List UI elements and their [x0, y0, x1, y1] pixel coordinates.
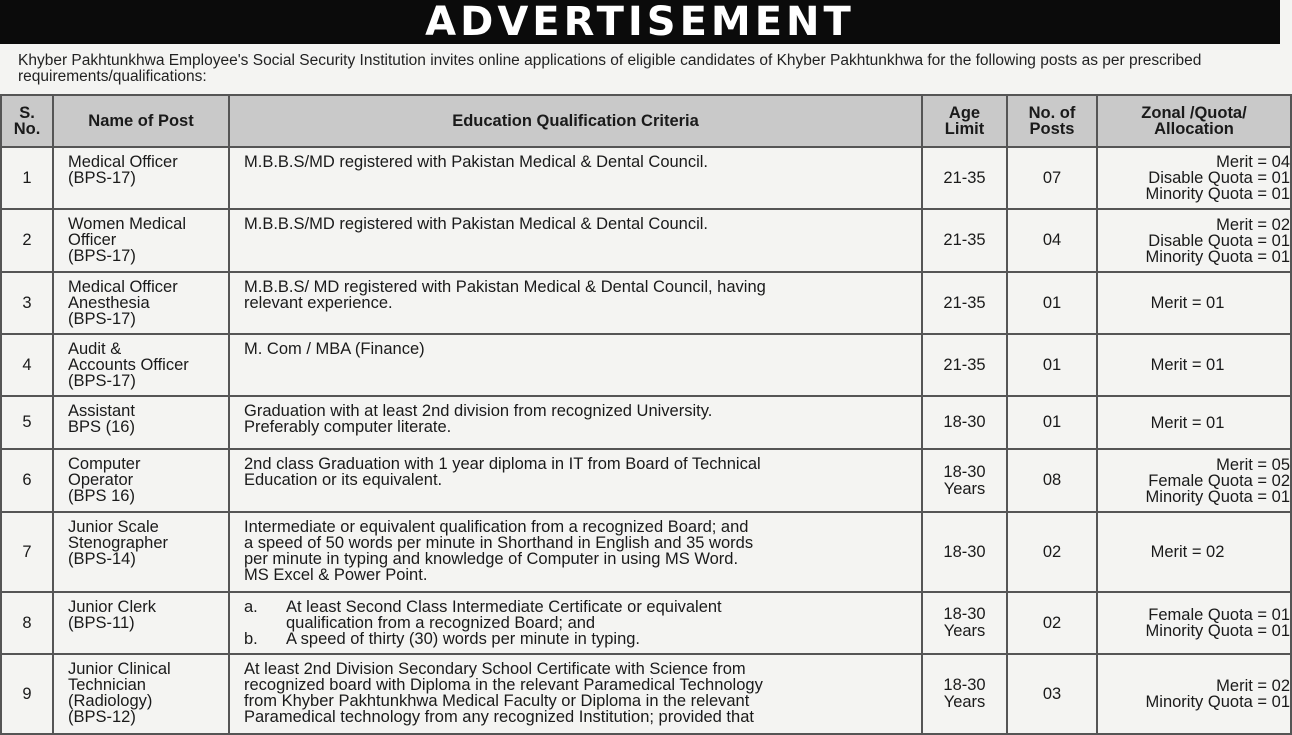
serial-number: 5	[1, 396, 53, 449]
criteria-line: Preferably computer literate.	[244, 418, 452, 436]
header-post: Name of Post	[53, 95, 229, 147]
post-name-cell	[53, 592, 229, 654]
serial-number: 8	[1, 592, 53, 654]
table-row	[1, 592, 1291, 654]
criteria-line: from Khyber Pakhtunkhwa Medical Faculty or Diploma in the relevant	[244, 692, 750, 710]
zonal-quota-cell	[1097, 334, 1291, 396]
criteria-line: At least 2nd Division Secondary School Certificate with Science from	[244, 660, 746, 678]
serial-number: 7	[1, 512, 53, 592]
number-of-posts: 01	[1007, 334, 1097, 396]
age-limit-line: 18-30	[943, 462, 986, 481]
age-limit-line: 18-30	[943, 676, 986, 694]
age-limit-line: 21-35	[943, 168, 986, 187]
number-of-posts: 01	[1007, 272, 1097, 334]
post-name-line: Medical Officer	[68, 278, 178, 296]
education-criteria-cell	[229, 272, 922, 334]
quota-line: Merit = 01	[1150, 413, 1225, 432]
post-name-line: (BPS-17)	[68, 310, 136, 328]
posts-table	[0, 94, 1292, 735]
criteria-line: per minute in typing and knowledge of Computer in using MS Word.	[244, 550, 739, 568]
post-name-line: Junior Scale	[68, 518, 159, 536]
age-limit-cell	[922, 334, 1007, 396]
zonal-quota-cell	[1097, 654, 1291, 734]
post-name-line: Anesthesia	[68, 294, 150, 312]
table-row	[1, 654, 1291, 734]
serial-number: 2	[1, 209, 53, 272]
age-limit-line: Years	[943, 693, 986, 711]
age-limit-cell	[922, 592, 1007, 654]
criteria-line: A speed of thirty (30) words per minute in typing.	[286, 630, 641, 648]
table-row	[1, 147, 1291, 209]
criteria-line: Graduation with at least 2nd division from recognized University.	[244, 402, 713, 420]
criteria-list-item	[244, 599, 911, 631]
post-name-cell	[53, 334, 229, 396]
post-name-line: Junior Clerk	[68, 598, 157, 616]
post-name-line: (BPS-17)	[68, 247, 136, 265]
criteria-line: Intermediate or equivalent qualification from a recognized Board; and	[244, 518, 749, 536]
post-name-line: Medical Officer	[68, 153, 178, 171]
quota-line: Disable Quota = 01	[1148, 231, 1290, 250]
post-name-line: Audit &	[68, 340, 122, 358]
post-name-line: (BPS-14)	[68, 550, 136, 568]
number-of-posts: 04	[1007, 209, 1097, 272]
number-of-posts: 07	[1007, 147, 1097, 209]
quota-line: Merit = 02	[1216, 677, 1290, 695]
post-name-line: (BPS-11)	[68, 614, 135, 632]
quota-line: Female Quota = 02	[1148, 471, 1290, 490]
post-name-line: BPS (16)	[68, 418, 135, 436]
age-limit-line: 18-30	[943, 542, 986, 561]
criteria-line: MS Excel & Power Point.	[244, 566, 428, 584]
number-of-posts: 08	[1007, 449, 1097, 512]
criteria-line: M.B.B.S/MD registered with Pakistan Medical & Dental Council.	[244, 215, 709, 233]
list-marker: b.	[244, 630, 258, 648]
post-name-cell	[53, 209, 229, 272]
table-row	[1, 512, 1291, 592]
post-name-line: Officer	[68, 231, 117, 249]
age-limit-line: 21-35	[943, 231, 986, 249]
education-criteria-cell	[229, 512, 922, 592]
criteria-line: M.B.B.S/ MD registered with Pakistan Medical & Dental Council, having	[244, 278, 766, 296]
criteria-line: recognized board with Diploma in the relevant Paramedical Technology	[244, 676, 763, 694]
criteria-line: Paramedical technology from any recognized Institution; provided that	[244, 708, 754, 726]
serial-number: 1	[1, 147, 53, 209]
quota-line: Merit = 04	[1216, 153, 1290, 171]
zonal-quota-cell	[1097, 592, 1291, 654]
age-limit-cell	[922, 396, 1007, 449]
list-marker: a.	[244, 598, 258, 616]
post-name-line: Technician	[68, 676, 146, 694]
post-name-cell	[53, 449, 229, 512]
education-criteria-cell	[229, 396, 922, 449]
criteria-line: Education or its equivalent.	[244, 471, 443, 489]
criteria-line: relevant experience.	[244, 294, 393, 312]
education-criteria-cell	[229, 449, 922, 512]
intro-paragraph: Khyber Pakhtunkhwa Employee's Social Security Institution invites online applications of eligible candidates of Khyber Pakhtunkhwa for the following posts as per prescribed requirements/qualifications:	[18, 52, 1202, 85]
education-criteria-cell	[229, 592, 922, 654]
number-of-posts: 01	[1007, 396, 1097, 449]
header-age: Age Limit	[922, 95, 1007, 147]
table-header-row	[1, 95, 1291, 147]
post-name-line: Assistant	[68, 402, 135, 420]
education-criteria-cell	[229, 147, 922, 209]
quota-line: Merit = 01	[1150, 294, 1225, 312]
post-name-line: (BPS-17)	[68, 372, 136, 390]
zonal-quota-cell	[1097, 396, 1291, 449]
serial-number: 6	[1, 449, 53, 512]
number-of-posts: 02	[1007, 512, 1097, 592]
advertisement-banner	[0, 0, 1280, 44]
quota-line: Disable Quota = 01	[1148, 169, 1290, 187]
age-limit-line: Years	[943, 479, 986, 498]
age-limit-line: 18-30	[943, 605, 986, 623]
quota-line: Minority Quota = 01	[1145, 185, 1290, 203]
post-name-cell	[53, 512, 229, 592]
zonal-quota-cell	[1097, 147, 1291, 209]
criteria-list-item	[244, 631, 911, 647]
criteria-line: a speed of 50 words per minute in Shorthand in English and 35 words	[244, 534, 754, 552]
post-name-cell	[53, 654, 229, 734]
post-name-line: (Radiology)	[68, 692, 153, 710]
serial-number: 4	[1, 334, 53, 396]
post-name-line: Women Medical	[68, 215, 186, 233]
age-limit-cell	[922, 512, 1007, 592]
quota-line: Minority Quota = 01	[1145, 247, 1290, 266]
post-name-cell	[53, 272, 229, 334]
table-row	[1, 449, 1291, 512]
age-limit-cell	[922, 272, 1007, 334]
serial-number: 3	[1, 272, 53, 334]
post-name-line: Computer	[68, 455, 141, 473]
zonal-quota-cell	[1097, 272, 1291, 334]
quota-line: Merit = 01	[1150, 356, 1225, 374]
table-row	[1, 209, 1291, 272]
criteria-line: qualification from a recognized Board; and	[286, 614, 596, 632]
quota-line: Minority Quota = 01	[1145, 622, 1290, 640]
age-limit-cell	[922, 654, 1007, 734]
table-row	[1, 334, 1291, 396]
quota-line: Female Quota = 01	[1148, 606, 1290, 624]
quota-line: Merit = 02	[1150, 543, 1225, 561]
criteria-line: 2nd class Graduation with 1 year diploma in IT from Board of Technical	[244, 455, 761, 473]
zonal-quota-cell	[1097, 512, 1291, 592]
age-limit-line: 21-35	[943, 293, 986, 312]
number-of-posts: 03	[1007, 654, 1097, 734]
education-criteria-cell	[229, 334, 922, 396]
age-limit-cell	[922, 449, 1007, 512]
post-name-line: (BPS-12)	[68, 708, 136, 726]
age-limit-line: 18-30	[943, 413, 986, 431]
banner-title: ADVERTISEMENT	[425, 0, 855, 45]
criteria-line: M.B.B.S/MD registered with Pakistan Medical & Dental Council.	[244, 153, 709, 171]
post-name-line: Junior Clinical	[68, 660, 171, 678]
quota-line: Merit = 02	[1216, 215, 1290, 234]
criteria-line: M. Com / MBA (Finance)	[244, 340, 425, 358]
age-limit-line: 21-35	[943, 355, 986, 374]
serial-number: 9	[1, 654, 53, 734]
post-name-line: Stenographer	[68, 534, 168, 552]
header-education: Education Qualification Criteria	[229, 95, 922, 147]
number-of-posts: 02	[1007, 592, 1097, 654]
post-name-line: Operator	[68, 471, 134, 489]
header-posts: No. of Posts	[1007, 95, 1097, 147]
quota-line: Merit = 05	[1216, 455, 1290, 474]
criteria-line: At least Second Class Intermediate Certificate or equivalent	[286, 598, 722, 616]
post-name-cell	[53, 147, 229, 209]
education-criteria-cell	[229, 654, 922, 734]
table-row	[1, 272, 1291, 334]
header-zone: Zonal /Quota/ Allocation	[1097, 95, 1291, 147]
post-name-line: (BPS 16)	[68, 487, 135, 505]
education-criteria-cell	[229, 209, 922, 272]
quota-line: Minority Quota = 01	[1145, 693, 1290, 711]
age-limit-line: Years	[943, 622, 986, 640]
age-limit-cell	[922, 209, 1007, 272]
post-name-line: Accounts Officer	[68, 356, 189, 374]
post-name-cell	[53, 396, 229, 449]
quota-line: Minority Quota = 01	[1145, 487, 1290, 506]
zonal-quota-cell	[1097, 449, 1291, 512]
age-limit-cell	[922, 147, 1007, 209]
table-row	[1, 396, 1291, 449]
post-name-line: (BPS-17)	[68, 169, 136, 187]
header-sno: S. No.	[1, 95, 53, 147]
zonal-quota-cell	[1097, 209, 1291, 272]
